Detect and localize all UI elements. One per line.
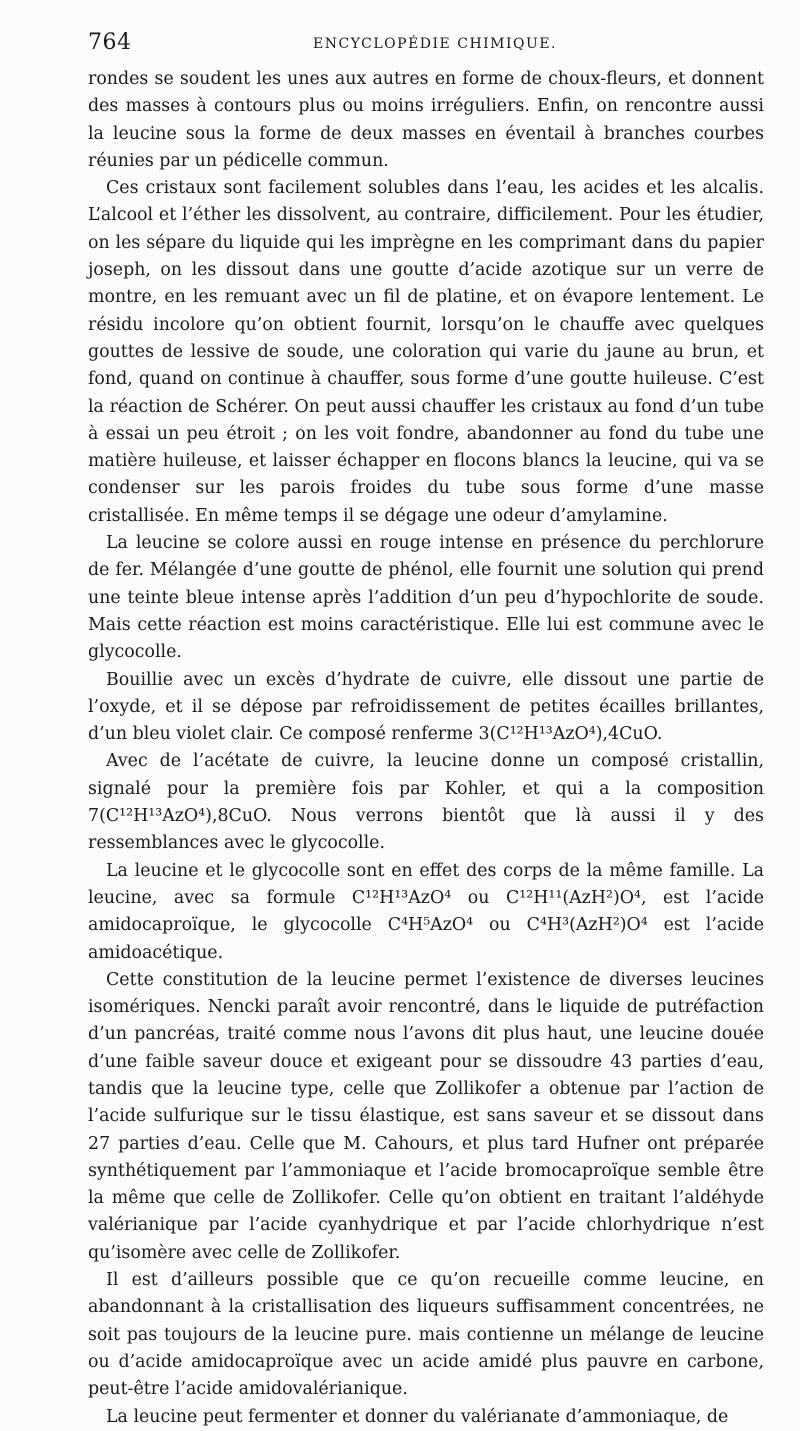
paragraph-continuation: rondes se soudent les unes aux autres en forme de choux-fleurs, et donnent des masses à contours plus ou moins irréguliers. Enfin, on rencontre aussi la leucine sous la forme de deux masses en éventail à branches courbes réunies par un pédicelle commun. — [88, 69, 764, 171]
running-title: ENCYCLOPÉDIE CHIMIQUE. — [313, 36, 557, 52]
page-number: 764 — [88, 30, 132, 55]
paragraph-copper-hydrate: Bouillie avec un excès d’hydrate de cuivre, elle dissout une partie de l’oxyde, et il se dépose par refroidissement de petites écailles brillantes, d’un bleu violet clair. Ce composé renferme 3(C¹²H¹³AzO⁴),4CuO. — [88, 669, 764, 745]
paragraph-fermentation: La leucine peut fermenter et donner du valérianate d’ammoniaque, de — [106, 1406, 729, 1427]
paragraph-purity: Il est d’ailleurs possible que ce qu’on recueille comme leucine, en abandonnant à la cristallisation des liqueurs suffisamment concentrées, ne soit pas toujours de la leucine pure. mais contienne un mélange de leucine ou d’acide amidocaproïque avec un acide amidé plus pauvre en carbone, peut-être l’acide amidovalérianique. — [88, 1270, 764, 1400]
page-header — [88, 30, 768, 60]
paragraph-copper-acetate: Avec de l’acétate de cuivre, la leucine donne un composé cristallin, signalé pour la première fois par Kohler, et qui a la composition 7(C¹²H¹³AzO⁴),8CuO. Nous verrons bientôt que là aussi il y des ressemblances avec le glycocolle. — [88, 751, 764, 854]
body-text — [88, 66, 764, 1431]
paragraph-solubility: Ces cristaux sont facilement solubles dans l’eau, les acides et les alcalis. L’alcool et l’éther les dissolvent, au contraire, difficilement. Pour les étudier, on les sépare du liquide qui les imprègne en les comprimant dans du papier joseph, on les dissout dans une goutte d’acide azotique sur un verre de montre, en les remuant avec un fil de platine, et on évapore lentement. Le résidu incolore qu’on obtient fournit, lorsqu’on le chauffe avec quelques gouttes de lessive de soude, une coloration qui varie du jaune au brun, et fond, quand on continue à chauffer, sous forme d’une goutte huileuse. C’est la réaction de Schérer. On peut aussi chauffer les cristaux au fond d’un tube à essai un peu étroit ; on les voit fondre, abandonner au fond du tube une matière huileuse, et laisser échapper en flocons blancs la leucine, qui va se condenser sur les parois froides du tube sous forme d’une masse cristallisée. En même temps il se dégage une odeur d’amylamine. — [88, 178, 764, 526]
paragraph-coloration: La leucine se colore aussi en rouge intense en présence du perchlorure de fer. Mélangée d’une goutte de phénol, elle fournit une solution qui prend une teinte bleue intense après l’addition d’un peu d’hypochlorite de soude. Mais cette réaction est moins caractéristique. Elle lui est commune avec le glycocolle. — [88, 533, 764, 663]
paragraph-isomeric-leucines: Cette constitution de la leucine permet l’existence de diverses leucines isomériques. Nencki paraît avoir rencontré, dans le liquide de putréfaction d’un pancréas, traité comme nous l’avons dit plus haut, une leucine douée d’une faible saveur douce et exigeant pour se dissoudre 43 parties d’eau, tandis que la leucine type, celle que Zollikofer a obtenue par l’action de l’acide sulfurique sur le tissu élastique, est sans saveur et se dissout dans 27 parties d’eau. Celle que M. Cahours, et plus tard Hufner ont préparée synthétiquement par l’ammoniaque et l’acide bromocaproïque semble être la même que celle de Zollikofer. Celle qu’on obtient en traitant l’aldéhyde valérianique par l’acide cyanhydrique et par l’acide chlorhydrique n’est qu’isomère avec celle de Zollikofer. — [88, 969, 764, 1263]
paragraph-family: La leucine et le glycocolle sont en effet des corps de la même famille. La leucine, avec sa formule C¹²H¹³AzO⁴ ou C¹²H¹¹(AzH²)O⁴, est l’acide amidocaproïque, le glycocolle C⁴H⁵AzO⁴ ou C⁴H³(AzH²)O⁴ est l’acide amidoacétique. — [88, 860, 764, 963]
